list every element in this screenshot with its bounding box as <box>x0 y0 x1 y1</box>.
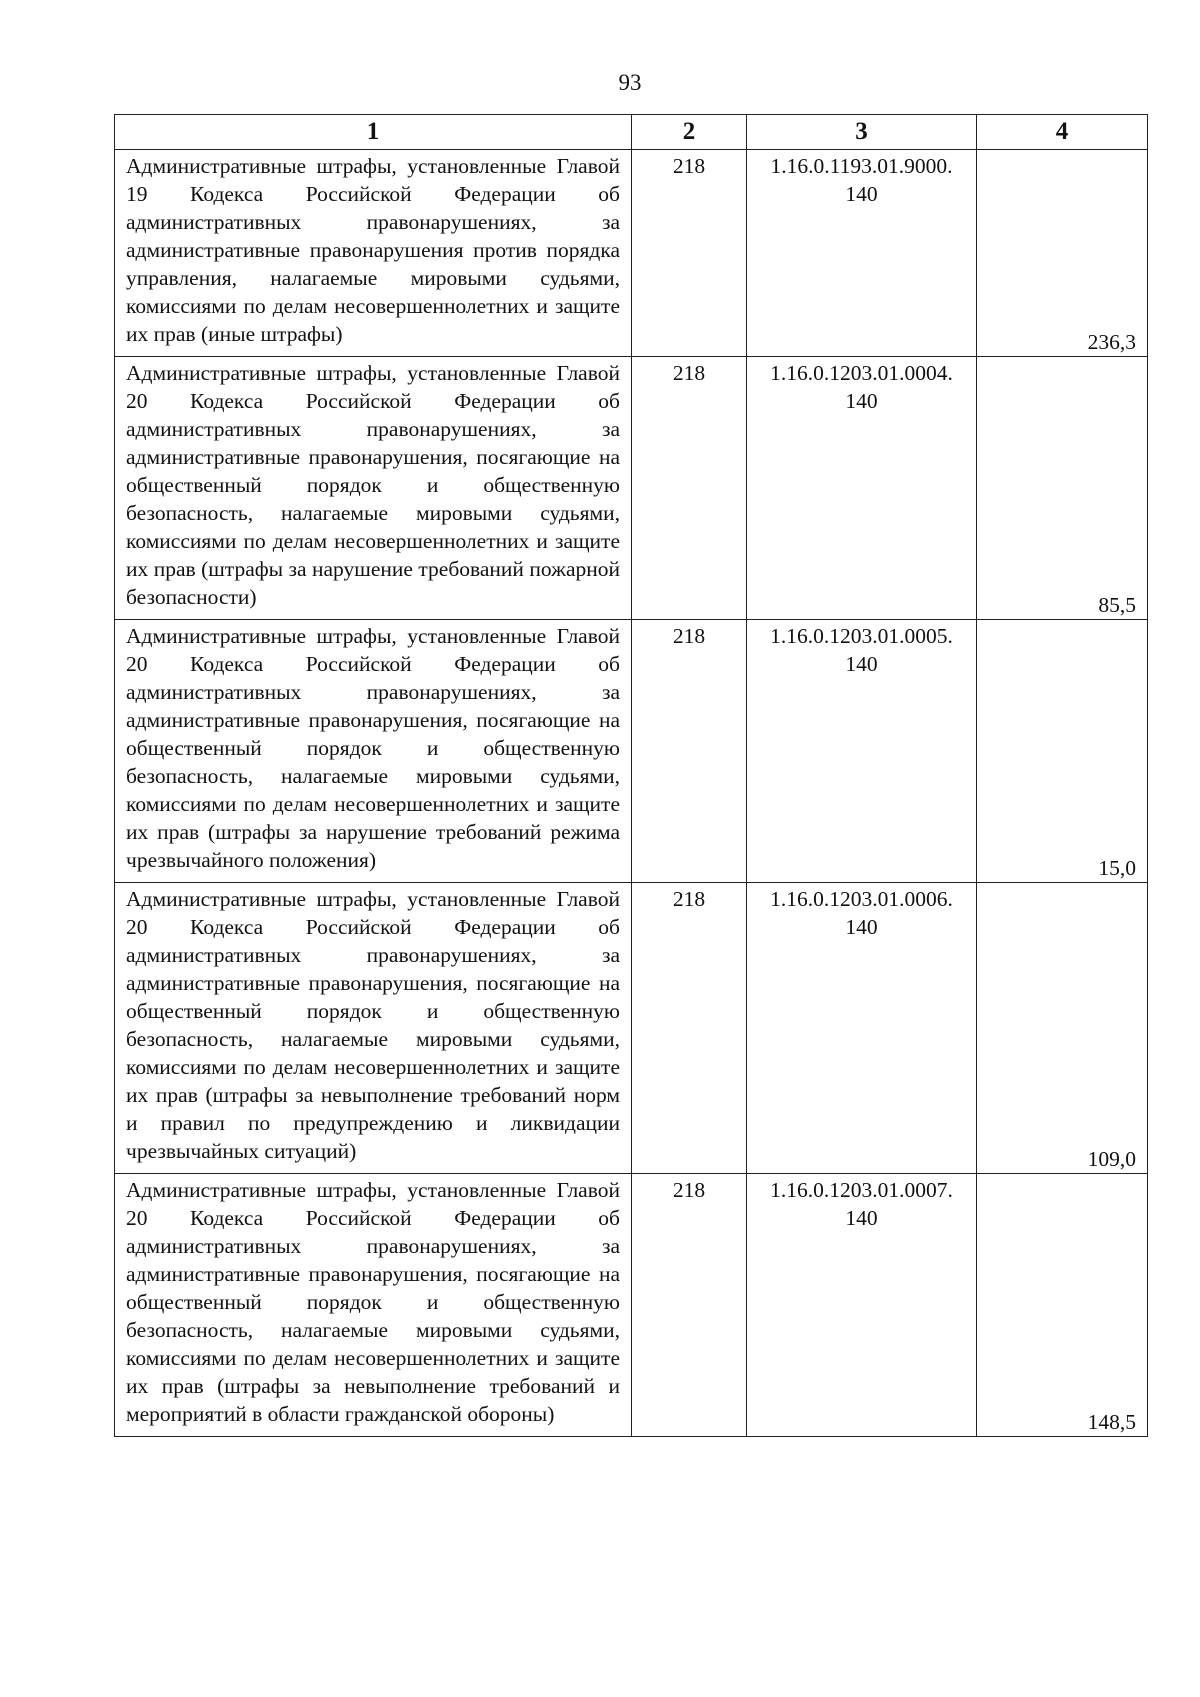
row-kbk-line1: 1.16.0.1203.01.0004. <box>770 361 953 385</box>
row-kbk <box>747 150 977 357</box>
row-amount: 15,0 <box>977 620 1148 883</box>
row-description: Административные штрафы, установленные Главой 20 Кодекса Российской Федерации об административных правонарушениях, за административные правонарушения, посягающие на общественный порядок и общественную безопасность, налагаемые мировыми судьями, комиссиями по делам несовершеннолетних и защите их прав (штрафы за нарушение требований режима чрезвычайного положения) <box>115 620 632 883</box>
row-kbk-line2: 140 <box>845 915 878 939</box>
row-kbk-line1: 1.16.0.1203.01.0005. <box>770 624 953 648</box>
row-code: 218 <box>632 357 747 620</box>
table-row <box>115 620 1148 883</box>
row-code: 218 <box>632 150 747 357</box>
row-kbk-line2: 140 <box>845 389 878 413</box>
row-amount: 148,5 <box>977 1174 1148 1437</box>
table-row <box>115 1174 1148 1437</box>
budget-table <box>114 114 1148 1437</box>
row-kbk-line1: 1.16.0.1203.01.0006. <box>770 887 953 911</box>
table-row <box>115 150 1148 357</box>
header-col-2: 2 <box>632 115 747 150</box>
row-kbk-line1: 1.16.0.1193.01.9000. <box>770 154 953 178</box>
row-amount: 236,3 <box>977 150 1148 357</box>
row-description: Административные штрафы, установленные Главой 19 Кодекса Российской Федерации об административных правонарушениях, за административные правонарушения против порядка управления, налагаемые мировыми судьями, комиссиями по делам несовершеннолетних и защите их прав (иные штрафы) <box>115 150 632 357</box>
page-number: 93 <box>618 70 642 95</box>
row-kbk-line2: 140 <box>845 1206 878 1230</box>
row-kbk <box>747 620 977 883</box>
row-kbk-line2: 140 <box>845 182 878 206</box>
row-description: Административные штрафы, установленные Главой 20 Кодекса Российской Федерации об административных правонарушениях, за административные правонарушения, посягающие на общественный порядок и общественную безопасность, налагаемые мировыми судьями, комиссиями по делам несовершеннолетних и защите их прав (штрафы за нарушение требований пожарной безопасности) <box>115 357 632 620</box>
row-kbk-line2: 140 <box>845 652 878 676</box>
row-kbk <box>747 883 977 1174</box>
table-header-row <box>115 115 1148 150</box>
header-col-4: 4 <box>977 115 1148 150</box>
row-code: 218 <box>632 620 747 883</box>
row-description: Административные штрафы, установленные Главой 20 Кодекса Российской Федерации об административных правонарушениях, за административные правонарушения, посягающие на общественный порядок и общественную безопасность, налагаемые мировыми судьями, комиссиями по делам несовершеннолетних и защите их прав (штрафы за невыполнение требований и мероприятий в области гражданской обороны) <box>115 1174 632 1437</box>
row-kbk-line1: 1.16.0.1203.01.0007. <box>770 1178 953 1202</box>
row-amount: 109,0 <box>977 883 1148 1174</box>
header-col-1: 1 <box>115 115 632 150</box>
row-amount: 85,5 <box>977 357 1148 620</box>
row-kbk <box>747 1174 977 1437</box>
table-row <box>115 883 1148 1174</box>
header-col-3: 3 <box>747 115 977 150</box>
row-code: 218 <box>632 883 747 1174</box>
row-description: Административные штрафы, установленные Главой 20 Кодекса Российской Федерации об административных правонарушениях, за административные правонарушения, посягающие на общественный порядок и общественную безопасность, налагаемые мировыми судьями, комиссиями по делам несовершеннолетних и защите их прав (штрафы за невыполнение требований норм и правил по предупреждению и ликвидации чрезвычайных ситуаций) <box>115 883 632 1174</box>
table-row <box>115 357 1148 620</box>
row-code: 218 <box>632 1174 747 1437</box>
row-kbk <box>747 357 977 620</box>
